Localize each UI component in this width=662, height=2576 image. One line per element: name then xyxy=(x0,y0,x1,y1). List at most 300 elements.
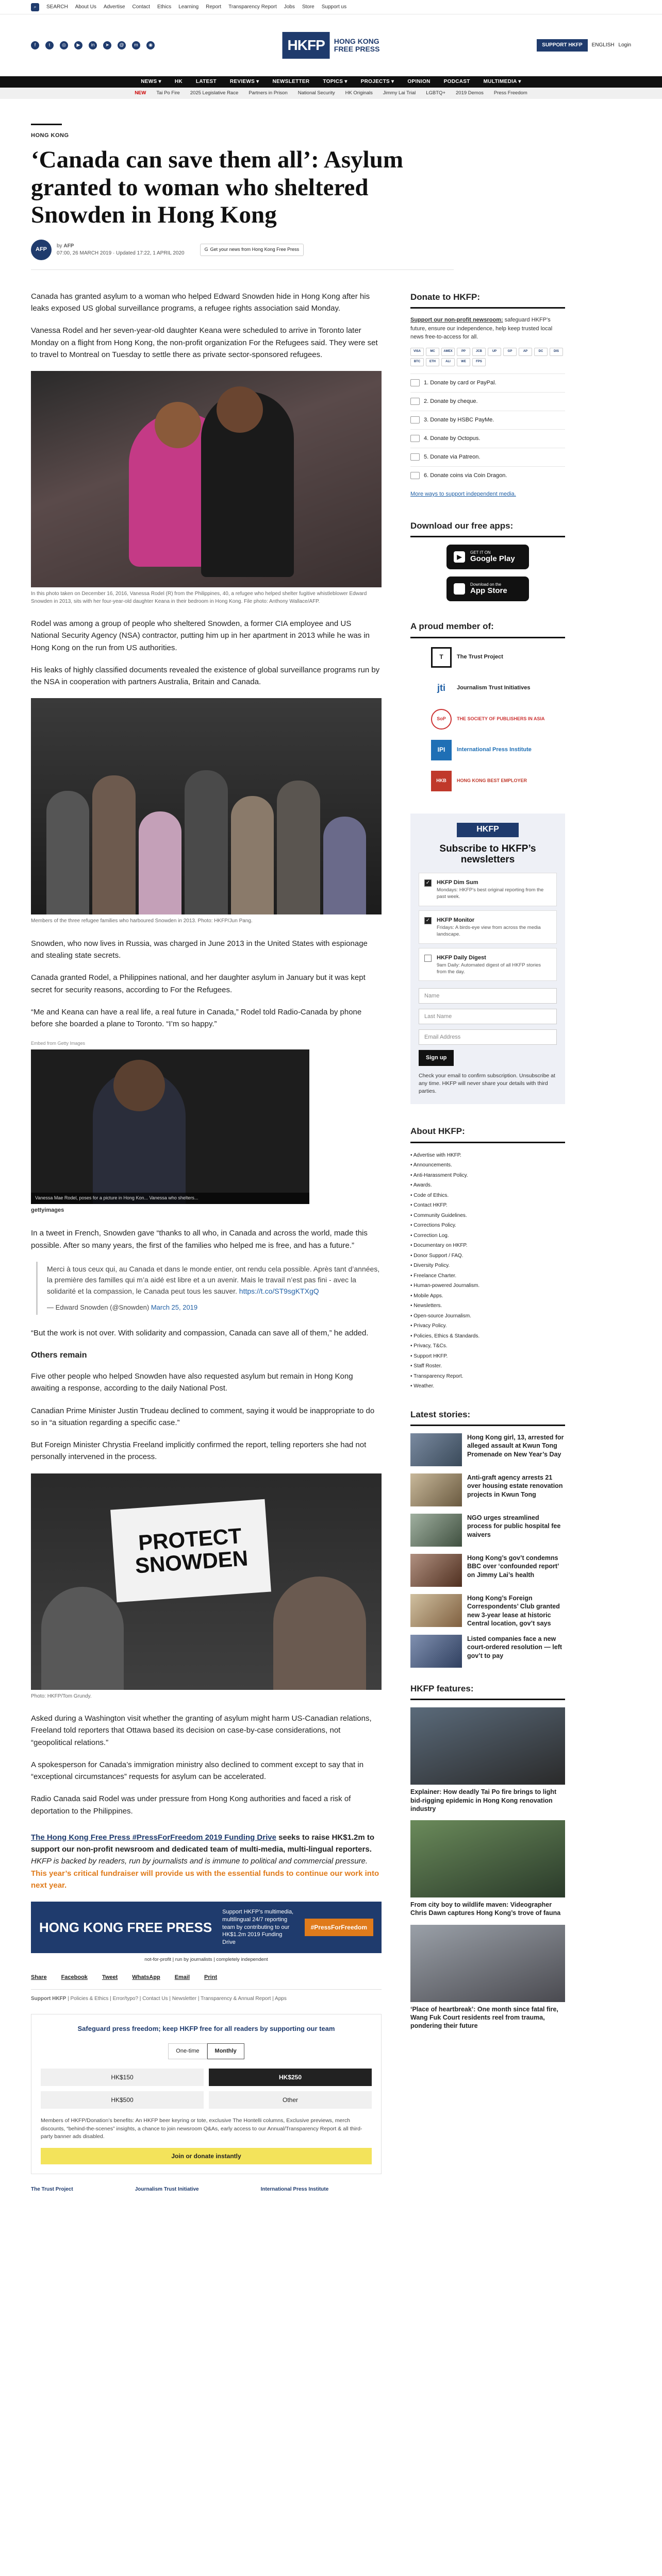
embedded-tweet xyxy=(36,1262,382,1315)
checkbox[interactable]: ✓ xyxy=(424,879,432,887)
about-link[interactable]: • Documentary on HKFP. xyxy=(410,1241,565,1251)
byline-meta xyxy=(57,243,185,257)
patreon-icon xyxy=(410,453,420,461)
paragraph: Rodel was among a group of people who sheltered Snowden, a former CIA employee and US National Security Agency (NSA) contractor, putting him up in her apartment in 2013 while he was in Hong Kong on the run from US authorities. xyxy=(31,619,370,652)
trending-item[interactable]: National Security xyxy=(297,90,335,96)
about-link[interactable]: • Transparency Report. xyxy=(410,1371,565,1382)
rss-icon[interactable]: ◉ xyxy=(146,41,155,49)
site-logo[interactable] xyxy=(283,32,380,58)
feature-image xyxy=(410,1820,565,1897)
about-link[interactable]: • Newsletters. xyxy=(410,1301,565,1311)
nav-topics[interactable]: TOPICS ▾ xyxy=(323,79,347,85)
apps-link[interactable]: Apps xyxy=(275,1995,287,2002)
photo-shape xyxy=(217,386,263,433)
feature-title: ‘Place of heartbreak’: One month since fatal fire, Wang Fuk Court residents reel from trauma, pondering their future xyxy=(410,2005,558,2030)
byline xyxy=(31,240,454,270)
trending-item[interactable]: 2025 Legislative Race xyxy=(190,90,239,96)
article-title: ‘Canada can save them all’: Asylum granted to woman who sheltered Snowden in Hong Kong xyxy=(31,146,403,229)
about-list xyxy=(410,1150,565,1392)
topbar-ethics-link[interactable]: Ethics xyxy=(157,4,172,10)
banner-text: Support HKFP’s multimedia, multilingual 24/7 reporting team by contributing to our HK$1.2m 2019 Funding Drive xyxy=(222,1908,294,1946)
checkbox[interactable]: ✓ xyxy=(424,917,432,924)
card-icon: VISA xyxy=(410,348,424,356)
trending-item[interactable]: Partners in Prison xyxy=(249,90,288,96)
trending-bar xyxy=(0,88,662,99)
card-icon: DC xyxy=(534,348,548,356)
figure-caption: In this photo taken on December 16, 2016, Vanessa Rodel (R) from the Philippines, 40, a refugee who helped shelter fugitive whistleblower Edward Snowden in 2013, sits with her four-year-old daughter Keana in their bedroom in Hong Kong. File photo: Anthony Wallace/AFP. xyxy=(31,591,367,604)
logo-line-2: FREE PRESS xyxy=(334,44,380,53)
method-label: 1. Donate by card or PayPal. xyxy=(424,379,496,386)
tweet-link[interactable]: https://t.co/ST9sgKTXgQ xyxy=(239,1287,319,1296)
sidebar xyxy=(410,291,565,2194)
member-name: The Trust Project xyxy=(457,654,503,660)
embed-label: Embed from Getty Images xyxy=(31,1041,86,1046)
photo-shape xyxy=(46,791,89,914)
about-link[interactable]: • Corrections Policy. xyxy=(410,1221,565,1231)
app-store-badge[interactable] xyxy=(446,577,529,601)
main-nav xyxy=(0,76,662,88)
story-thumbnail xyxy=(410,1433,462,1466)
nav-hk[interactable]: HK xyxy=(174,79,183,85)
donate-intro-link[interactable]: Support our non-profit newsroom: xyxy=(410,317,503,324)
nav-latest[interactable]: LATEST xyxy=(195,79,217,85)
about-link[interactable]: • Contact HKFP. xyxy=(410,1200,565,1211)
banner-logo: HONG KONG FREE PRESS xyxy=(39,1920,212,1936)
newsletter-link[interactable]: Newsletter xyxy=(172,1995,197,2002)
google-play-badge[interactable] xyxy=(446,545,529,569)
about-link[interactable]: • Code of Ethics. xyxy=(410,1191,565,1201)
article-body xyxy=(31,291,382,2194)
google-news-button[interactable] xyxy=(200,244,304,256)
freq-monthly[interactable]: Monthly xyxy=(207,2043,244,2059)
payme-icon xyxy=(410,416,420,423)
trust-logos-row xyxy=(31,2185,382,2194)
share-facebook[interactable]: Facebook xyxy=(61,1974,88,1980)
paragraph: Vanessa Rodel and her seven-year-old daughter Keana were scheduled to arrive in Toronto later Monday on a flight from Hong Kong, the non-profit organization For the Refugees said. They were set to travel to Montreal on Tuesday to settle there as private sector-sponsored refugees. xyxy=(31,326,378,359)
about-link[interactable]: • Privacy Policy. xyxy=(410,1321,565,1331)
instagram-icon[interactable]: ◎ xyxy=(60,41,68,49)
method-label: 2. Donate by cheque. xyxy=(424,398,478,404)
nav-multimedia[interactable]: MULTIMEDIA ▾ xyxy=(483,79,521,85)
trending-item[interactable]: Jimmy Lai Trial xyxy=(383,90,416,96)
story-thumbnail xyxy=(410,1514,462,1547)
about-heading: About HKFP: xyxy=(410,1125,565,1143)
option-desc: Fridays: A birds-eye view from across the media landscape. xyxy=(437,925,541,937)
nav-newsletter[interactable]: NEWSLETTER xyxy=(272,79,310,85)
topbar-learning-link[interactable]: Learning xyxy=(178,4,199,10)
trending-item[interactable]: Tai Po Fire xyxy=(156,90,180,96)
getty-embed xyxy=(31,1040,309,1215)
share-whatsapp[interactable]: WhatsApp xyxy=(132,1974,160,1980)
photo-shape xyxy=(185,770,227,914)
email-input[interactable]: Email Address xyxy=(419,1029,557,1045)
option-name: HKFP Daily Digest xyxy=(437,954,486,961)
badge-big: Google Play xyxy=(470,554,515,564)
newsletter-fineprint: Check your email to confirm subscription. Unsubscribe at any time. HKFP will never share your details with third parties. xyxy=(419,1073,555,1094)
story-thumbnail xyxy=(410,1554,462,1587)
topbar-search-link[interactable]: SEARCH xyxy=(46,4,68,10)
paragraph: Snowden, who now lives in Russia, was charged in June 2013 in the United States with espionage and stealing state secrets. xyxy=(31,939,368,960)
photo-shape xyxy=(113,1060,165,1111)
badge-small: Download on the xyxy=(470,582,502,587)
member-benefits: Members of HKFP/Donation’s benefits: An HKFP beer keyring or tote, exclusive The Hontelli columns, Exclusive previews, merch discounts, “behind-the-scenes” insights, a chance to join newsroom Q&As, early access to our Annual/Transparency Report & all third-party banner ads disabled. xyxy=(41,2117,362,2140)
top-utility-bar xyxy=(0,0,662,14)
share-button[interactable]: Share xyxy=(31,1974,47,1980)
about-link[interactable]: • Staff Roster. xyxy=(410,1361,565,1371)
author-link[interactable]: AFP xyxy=(63,243,74,249)
jti-icon: jti xyxy=(437,682,445,693)
topbar-transparency-link[interactable]: Transparency Report xyxy=(228,4,277,10)
paragraph: Canada has granted asylum to a woman who helped Edward Snowden hide in Hong Kong after his leaks exposed US global surveillance programs, a refugee rights association said Monday. xyxy=(31,292,370,313)
latest-story[interactable] xyxy=(410,1433,565,1466)
photo-rodel-daughter[interactable] xyxy=(31,371,382,587)
trending-item[interactable]: HK Originals xyxy=(345,90,373,96)
donation-method[interactable] xyxy=(410,429,565,448)
article-category[interactable]: HONG KONG xyxy=(31,132,69,139)
mastodon-icon[interactable]: m xyxy=(132,41,140,49)
tweet-author: — Edward Snowden (@Snowden) xyxy=(47,1303,150,1311)
checkbox[interactable] xyxy=(424,955,432,962)
cheque-icon xyxy=(410,398,420,405)
sopa-icon: SoP xyxy=(431,709,452,730)
newsletter-option[interactable] xyxy=(419,948,557,981)
share-email[interactable]: Email xyxy=(174,1974,190,1980)
figure-caption: Photo: HKFP/Tom Grundy. xyxy=(31,1693,92,1699)
card-icon: DIS xyxy=(550,348,563,356)
about-link[interactable]: • Community Guidelines. xyxy=(410,1211,565,1221)
logo-wordmark xyxy=(334,38,380,54)
paragraph: Five other people who helped Snowden have also requested asylum but remain in Hong Kong awaiting a response, according to the daily National Post. xyxy=(31,1372,353,1393)
latest-story[interactable] xyxy=(410,1473,565,1506)
embed-caption: Vanessa Mae Rodel, poses for a picture in Hong Kon... Vanessa who shelters... xyxy=(31,1193,309,1204)
about-link[interactable]: • Freelance Charter. xyxy=(410,1271,565,1281)
topbar-contact-link[interactable]: Contact xyxy=(132,4,150,10)
frequency-toggle xyxy=(41,2043,372,2059)
amount-options xyxy=(41,2069,372,2109)
contact-link[interactable]: Contact Us xyxy=(142,1995,168,2002)
transparency-link[interactable]: Transparency & Annual Report xyxy=(201,1995,271,2002)
donation-methods xyxy=(410,374,565,485)
twitter-icon[interactable]: t xyxy=(45,41,54,49)
method-label: 6. Donate coins via Coin Dragon. xyxy=(424,472,507,479)
paragraph: Canada granted Rodel, a Philippines national, and her daughter asylum in January but it was kept secret for security reasons, according to For the Refugees. xyxy=(31,973,366,994)
paragraph: But Foreign Minister Chrystia Freeland implicitly confirmed the report, telling reporters she had not personally intervened in the process. xyxy=(31,1440,367,1462)
first-name-input[interactable]: Name xyxy=(419,988,557,1004)
nav-opinion[interactable]: OPINION xyxy=(407,79,431,85)
nav-news[interactable]: NEWS ▾ xyxy=(141,79,161,85)
about-link[interactable]: • Weather. xyxy=(410,1381,565,1392)
story-title: NGO urges streamlined process for public hospital fee waivers xyxy=(467,1514,561,1538)
tweet-text xyxy=(47,1264,382,1297)
search-icon[interactable]: ⌕ xyxy=(31,3,39,11)
about-link[interactable]: • Correction Log. xyxy=(410,1231,565,1241)
story-title: Listed companies face a new court-ordered resolution — left gov’t to pay xyxy=(467,1635,562,1659)
newsletter-logo: HKFP xyxy=(457,823,519,837)
getty-photo-rodel[interactable] xyxy=(31,1049,309,1204)
option-desc: 9am Daily: Automated digest of all HKFP stories from the day. xyxy=(437,962,541,975)
about-link[interactable]: • Privacy, T&Cs. xyxy=(410,1341,565,1351)
error-link[interactable]: Error/typo? xyxy=(112,1995,139,2002)
donate-intro-text: safeguard HKFP’s future, ensure our independence, help keep trusted local news free-to-access for all. xyxy=(410,317,553,341)
paragraph: A spokesperson for Canada’s immigration ministry also declined to comment except to say that in “exceptional circumstances” requests for asylum can be accelerated. xyxy=(31,1760,364,1782)
signup-button[interactable]: Sign up xyxy=(419,1050,454,1066)
card-icon: AMEX xyxy=(441,348,455,356)
paragraph: Asked during a Washington visit whether the granting of asylum might harm US-Canadian relations, Freeland told reporters that Ottawa based its decision on case-by-case considerations, not “geopolitical relations.” xyxy=(31,1714,372,1747)
paragraph: In a tweet in French, Snowden gave “thanks to all who, in Canada and across the world, made this possible. After so many years, the first of the families who helped me is free, and has a future.” xyxy=(31,1229,368,1250)
amount-other[interactable]: Other xyxy=(209,2091,372,2109)
social-links xyxy=(31,41,155,49)
banner-button[interactable]: #PressForFreedom xyxy=(305,1919,373,1937)
donate-intro xyxy=(410,316,565,342)
feature-story[interactable] xyxy=(410,1820,565,1918)
funding-banner[interactable] xyxy=(31,1902,382,1953)
paragraph: “But the work is not over. With solidarity and compassion, Canada can save all of them,” he added. xyxy=(31,1328,369,1337)
card-icon: MC xyxy=(426,348,439,356)
card-icon: ALI xyxy=(441,358,455,366)
photo-shape xyxy=(273,1577,366,1690)
story-thumbnail xyxy=(410,1635,462,1668)
member-trust-project[interactable] xyxy=(431,646,565,669)
card-icon: GP xyxy=(503,348,517,356)
google-news-label: Get your news from Hong Kong Free Press xyxy=(210,246,300,252)
option-text xyxy=(437,954,551,976)
share-print[interactable]: Print xyxy=(204,1974,218,1980)
topbar-store-link[interactable]: Store xyxy=(302,4,315,10)
google-play-text xyxy=(470,551,515,564)
credit-card-icon xyxy=(410,379,420,386)
article-footer-links: Support HKFP | Policies & Ethics | Error/typo? | Contact Us | Newsletter | Transparency & Annual Report | Apps xyxy=(31,1995,287,2002)
figure-families xyxy=(31,698,382,925)
card-icon: UP xyxy=(488,348,501,356)
nav-podcast[interactable]: PODCAST xyxy=(443,79,470,85)
about-link[interactable]: • Anti-Harassment Policy. xyxy=(410,1171,565,1181)
topbar-about-link[interactable]: About Us xyxy=(75,4,96,10)
story-title: Hong Kong’s Foreign Correspondents’ Club granted new 3-year lease at historic Central location, gov’t says xyxy=(467,1595,560,1627)
ipi-icon: IPI xyxy=(431,740,452,760)
header-actions xyxy=(537,39,631,52)
latest-story[interactable] xyxy=(410,1514,565,1547)
about-link[interactable]: • Awards. xyxy=(410,1180,565,1191)
photo-shape xyxy=(277,781,320,914)
topbar-report-link[interactable]: Report xyxy=(206,4,222,10)
funding-appeal xyxy=(31,1832,382,1891)
newsletter-title: Subscribe to HKFP’s newsletters xyxy=(439,843,536,866)
option-desc: Mondays: HKFP’s best original reporting from the past week. xyxy=(437,887,544,900)
trending-item[interactable]: Press Freedom xyxy=(493,90,527,96)
nav-reviews[interactable]: REVIEWS ▾ xyxy=(229,79,259,85)
octopus-icon xyxy=(410,435,420,442)
nav-projects[interactable]: PROJECTS ▾ xyxy=(360,79,394,85)
tweet-date-link[interactable]: March 25, 2019 xyxy=(151,1303,198,1311)
donate-heading: Donate to HKFP: xyxy=(410,291,565,309)
amount-option[interactable]: HK$150 xyxy=(41,2069,204,2086)
amount-option[interactable]: HK$500 xyxy=(41,2091,204,2109)
ipi-logo[interactable]: International Press Institute xyxy=(260,2187,329,2193)
method-label: 4. Donate by Octopus. xyxy=(424,435,481,442)
latest-story[interactable] xyxy=(410,1594,565,1628)
category-divider xyxy=(31,124,62,125)
member-sopa[interactable] xyxy=(431,707,565,731)
about-link[interactable]: • Support HKFP. xyxy=(410,1351,565,1362)
paragraph: Radio Canada said Rodel was under pressure from Hong Kong authorities and faced a risk of deportation to the Philippines. xyxy=(31,1794,351,1816)
member-best-employer[interactable] xyxy=(431,769,565,793)
newsletter-option[interactable] xyxy=(419,910,557,944)
option-text xyxy=(437,916,551,938)
share-bar xyxy=(31,1973,382,1990)
trending-label: NEW xyxy=(135,90,146,96)
donation-method[interactable] xyxy=(410,392,565,411)
content-columns xyxy=(31,291,631,2194)
apps-heading: Download our free apps: xyxy=(410,519,565,537)
story-title: Hong Kong girl, 13, arrested for alleged assault at Kwun Tong Promenade on New Year’s Day xyxy=(467,1434,564,1458)
feature-title: Explainer: How deadly Tai Po fire brings to light bid-rigging epidemic in Hong Kong renovation industry xyxy=(410,1788,557,1812)
page-wrapper xyxy=(31,124,631,2194)
topbar-advertise-link[interactable]: Advertise xyxy=(103,4,125,10)
article-date: 07:00, 26 MARCH 2019 · Updated 17:22, 1 APRIL 2020 xyxy=(57,250,185,256)
member-name: International Press Institute xyxy=(457,747,532,753)
topbar-support-link[interactable]: Support us xyxy=(321,4,347,10)
card-icon: PP xyxy=(457,348,470,356)
features-heading: HKFP features: xyxy=(410,1682,565,1700)
trending-item[interactable]: LGBTQ+ xyxy=(426,90,445,96)
coin-icon xyxy=(410,472,420,479)
appeal-text: seeks to raise HK$1.2m to support our non-profit newsroom and dedicated team of multi-media, multi-lingual reporters. xyxy=(31,1833,375,1854)
member-name: Journalism Trust Initiatives xyxy=(457,685,531,691)
figure-rodel xyxy=(31,371,382,605)
member-name: THE SOCIETY OF PUBLISHERS IN ASIA xyxy=(457,716,545,722)
freq-one-time[interactable]: One-time xyxy=(168,2043,207,2059)
trending-item[interactable]: 2019 Demos xyxy=(456,90,484,96)
amount-option-selected[interactable]: HK$250 xyxy=(209,2069,372,2086)
photo-shape xyxy=(92,775,135,914)
photo-protest[interactable] xyxy=(31,1473,382,1690)
latest-story[interactable] xyxy=(410,1635,565,1668)
about-link[interactable]: • Policies, Ethics & Standards. xyxy=(410,1331,565,1342)
app-store-text xyxy=(470,583,507,596)
support-link[interactable]: Support HKFP xyxy=(31,1995,67,2002)
tweet-body: Merci à tous ceux qui, au Canada et dans le monde entier, ont rendu cela possible. Après tant d’années, la première des familles qui m’a aidé est libre et a un avenir. Mais le travail n’est pas fini - avec la solidarité et la compassion, le Canada peut tous les sauver. xyxy=(47,1264,380,1296)
latest-story[interactable] xyxy=(410,1554,565,1587)
card-icon: BTC xyxy=(410,358,424,366)
feature-story[interactable] xyxy=(410,1707,565,1813)
latest-heading: Latest stories: xyxy=(410,1408,565,1426)
funding-drive-link[interactable]: The Hong Kong Free Press #PressForFreedom 2019 Funding Drive xyxy=(31,1833,276,1842)
figure-protest xyxy=(31,1473,382,1701)
option-name: HKFP Dim Sum xyxy=(437,879,478,886)
about-link[interactable]: • Diversity Policy. xyxy=(410,1261,565,1271)
logo-line-1: HONG KONG xyxy=(334,37,379,45)
donate-now-button[interactable]: Join or donate instantly xyxy=(41,2148,372,2164)
support-hkfp-button[interactable]: SUPPORT HKFP xyxy=(537,39,587,52)
card-icon: ETH xyxy=(426,358,439,366)
trust-project-logo[interactable]: The Trust Project xyxy=(31,2187,73,2193)
method-label: 3. Donate by HSBC PayMe. xyxy=(424,416,494,423)
card-icon: WE xyxy=(457,358,470,366)
card-icon: AP xyxy=(519,348,532,356)
share-twitter[interactable]: Tweet xyxy=(102,1974,118,1980)
photo-shape xyxy=(139,811,181,914)
donation-widget xyxy=(31,2014,382,2174)
card-icon: JCB xyxy=(472,348,486,356)
paragraph: “Me and Keana can have a real life, a real future in Canada,” Rodel told Radio-Canada by phone before she boarded a plane to Toronto. “I’m so happy.” xyxy=(31,1007,362,1029)
option-name: HKFP Monitor xyxy=(437,917,475,923)
option-text xyxy=(437,878,551,901)
linkedin-icon[interactable]: in xyxy=(89,41,97,49)
about-link[interactable]: • Human-powered Journalism. xyxy=(410,1281,565,1291)
policies-link[interactable]: Policies & Ethics xyxy=(70,1995,109,2002)
photo-shape xyxy=(41,1587,124,1690)
getty-logo[interactable]: gettyimages xyxy=(31,1207,64,1214)
about-link[interactable]: • Donor Support / FAQ. xyxy=(410,1251,565,1261)
paragraph: Canadian Prime Minister Justin Trudeau declined to comment, saying it would be inappropriate to do so in “a situation regarding a specific case.” xyxy=(31,1406,375,1427)
language-switch[interactable]: ENGLISH xyxy=(591,42,615,48)
photo-refugee-families[interactable] xyxy=(31,698,382,914)
figure-caption: Members of the three refugee families who harboured Snowden in 2013. Photo: HKFP/Jun Pang. xyxy=(31,918,253,924)
facebook-icon[interactable]: f xyxy=(31,41,39,49)
photo-shape xyxy=(323,817,366,914)
about-link[interactable]: • Mobile Apps. xyxy=(410,1291,565,1301)
site-header xyxy=(0,14,662,76)
byline-by: by xyxy=(57,243,62,249)
member-ipi[interactable] xyxy=(431,738,565,762)
method-label: 5. Donate via Patreon. xyxy=(424,453,481,460)
trust-project-icon: T xyxy=(431,647,452,668)
more-ways-link[interactable]: More ways to support independent media. xyxy=(410,490,516,497)
youtube-icon[interactable]: ▶ xyxy=(74,41,82,49)
feature-title: From city boy to wildlife maven: Videographer Chris Dawn captures Hong Kong’s trove of fauna xyxy=(410,1901,561,1917)
feature-image xyxy=(410,1707,565,1785)
feature-story[interactable] xyxy=(410,1925,565,2030)
member-jti[interactable] xyxy=(431,676,565,700)
apple-icon xyxy=(454,583,465,595)
logo-mark: HKFP xyxy=(283,32,330,58)
member-name: HONG KONG BEST EMPLOYER xyxy=(457,778,527,784)
badge-big: App Store xyxy=(470,586,507,596)
donation-method[interactable] xyxy=(410,448,565,466)
badge-small: GET IT ON xyxy=(470,550,491,555)
donation-method[interactable] xyxy=(410,411,565,429)
topbar-jobs-link[interactable]: Jobs xyxy=(284,4,295,10)
threads-icon[interactable]: @ xyxy=(118,41,126,49)
google-play-icon: ▶ xyxy=(454,551,465,563)
about-link[interactable]: • Advertise with HKFP. xyxy=(410,1150,565,1161)
photo-shape xyxy=(155,402,201,448)
subheading: Others remain xyxy=(31,1351,87,1360)
about-link[interactable]: • Announcements. xyxy=(410,1160,565,1171)
appeal-highlight: This year’s critical fundraiser will provide us with the essential funds to continue our work into next year. xyxy=(31,1869,379,1890)
about-link[interactable]: • Open-source Journalism. xyxy=(410,1311,565,1321)
telegram-icon[interactable]: ➤ xyxy=(103,41,111,49)
donation-title: Safeguard press freedom; keep HKFP free for all readers by supporting our team xyxy=(77,2025,335,2033)
donation-method[interactable] xyxy=(410,374,565,392)
newsletter-signup xyxy=(410,814,565,1105)
member-heading: A proud member of: xyxy=(410,620,565,638)
login-link[interactable]: Login xyxy=(618,42,631,48)
story-thumbnail xyxy=(410,1594,462,1627)
newsletter-option[interactable] xyxy=(419,873,557,906)
jti-logo[interactable]: Journalism Trust Initiative xyxy=(135,2187,199,2193)
best-employer-icon: HKB xyxy=(431,771,452,791)
card-icon: FPS xyxy=(472,358,486,366)
story-title: Hong Kong’s gov’t condemns BBC over ‘confounded report’ on Jimmy Lai’s health xyxy=(467,1554,559,1579)
payment-cards xyxy=(410,348,565,366)
feature-image xyxy=(410,1925,565,2002)
paragraph: His leaks of highly classified documents revealed the existence of global surveillance programs run by the NSA in cooperation with partners Australia, Britain and Canada. xyxy=(31,665,380,687)
donation-method[interactable] xyxy=(410,466,565,485)
banner-subline: not-for-profit | run by journalists | completely independent xyxy=(144,1957,268,1963)
author-avatar: AFP xyxy=(31,240,52,260)
last-name-input[interactable]: Last Name xyxy=(419,1009,557,1024)
